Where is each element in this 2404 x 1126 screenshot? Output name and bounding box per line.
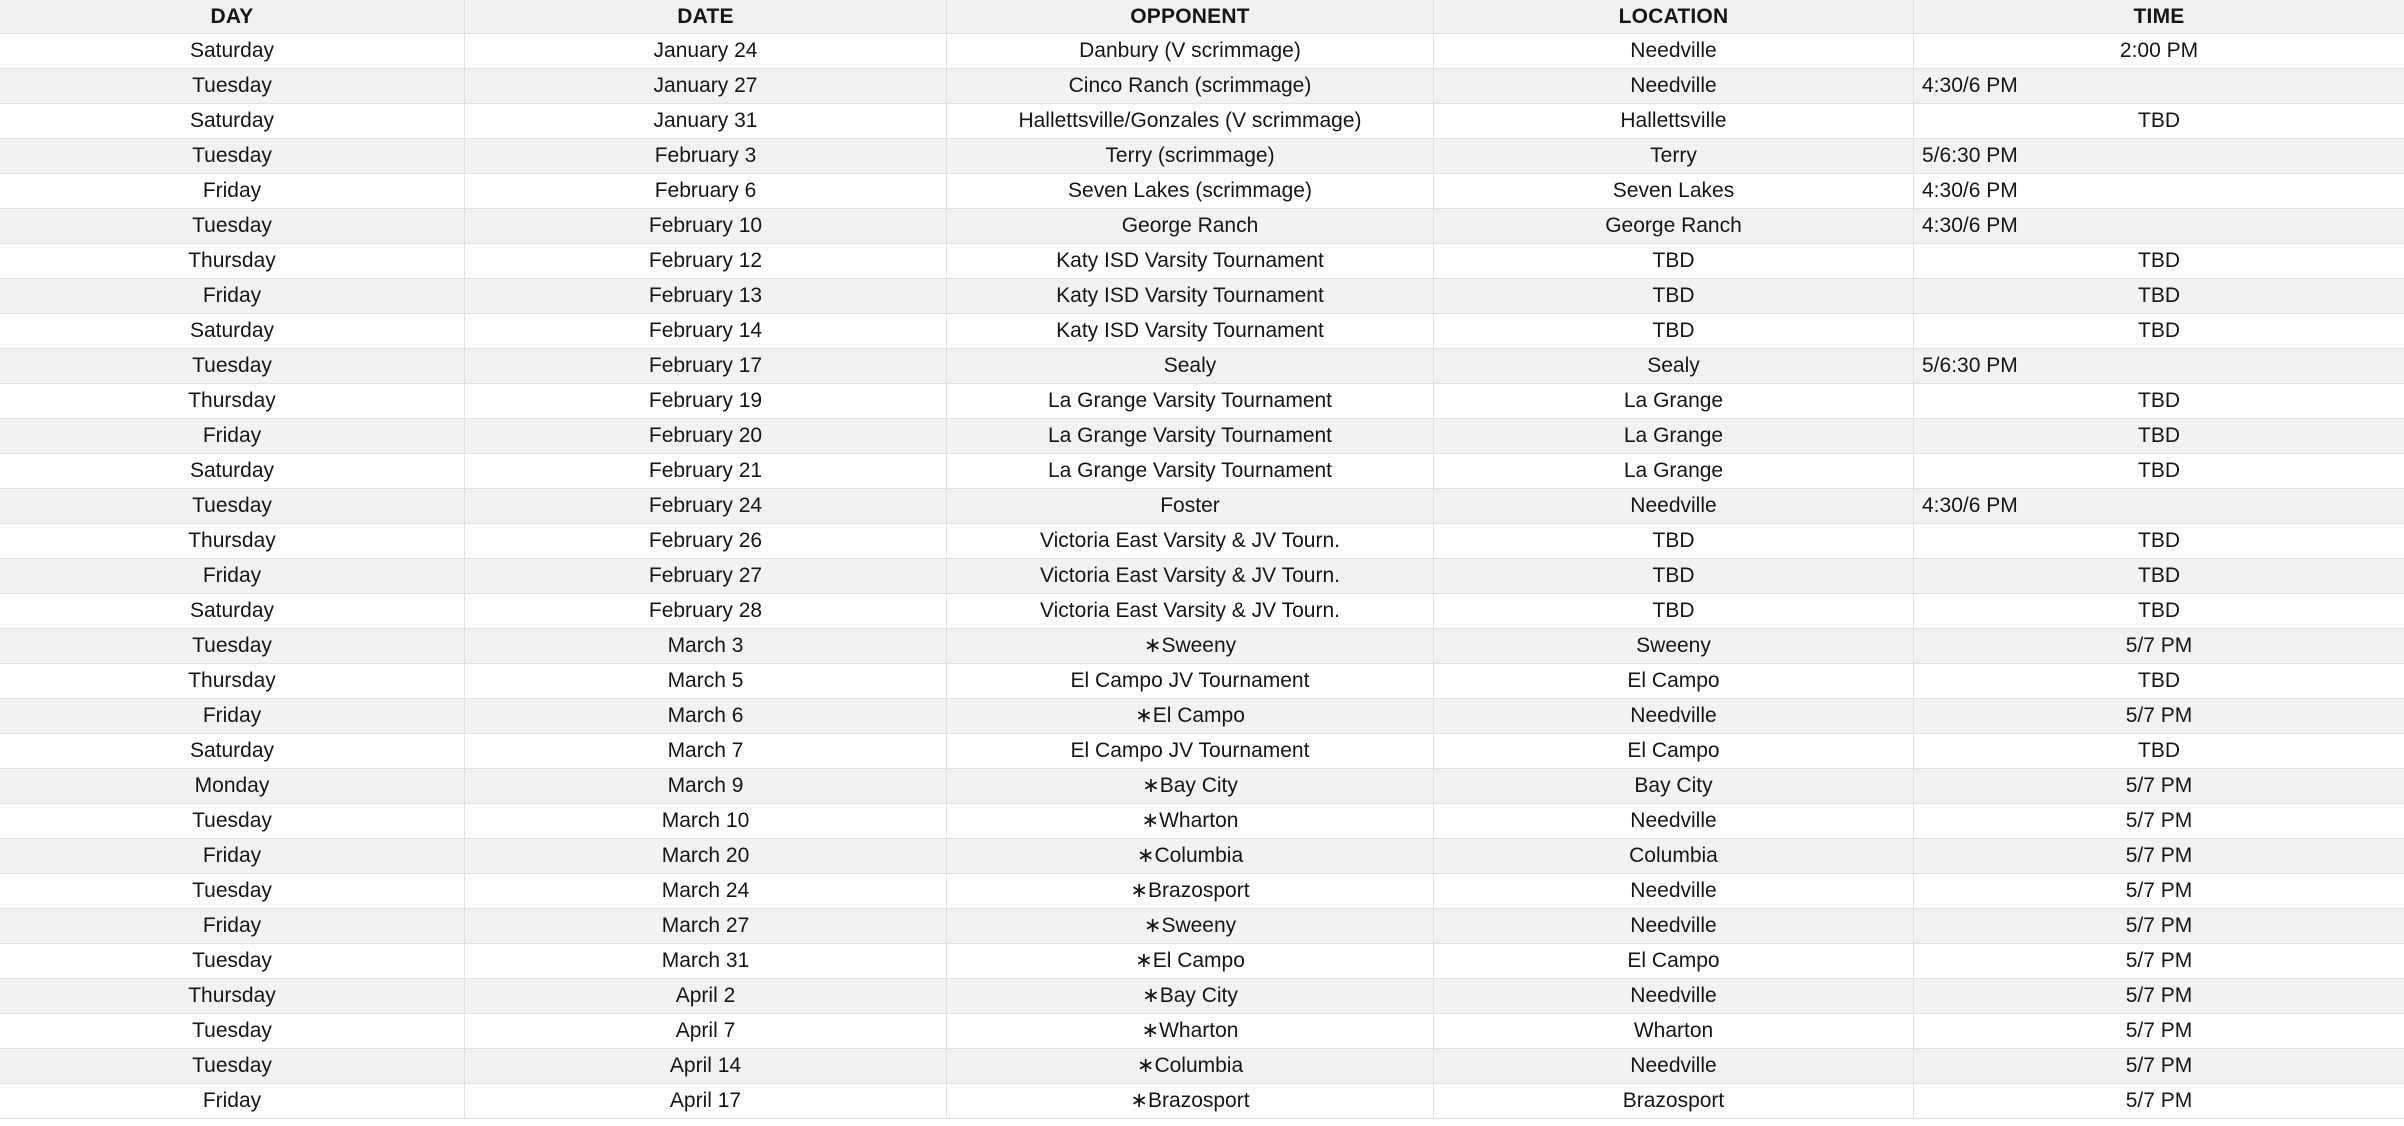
cell-location: El Campo	[1434, 664, 1914, 698]
cell-day: Tuesday	[0, 1049, 465, 1083]
cell-opponent: Katy ISD Varsity Tournament	[947, 279, 1434, 313]
cell-location: Needville	[1434, 874, 1914, 908]
column-header-day: DAY	[0, 0, 465, 33]
table-row	[0, 244, 2404, 279]
cell-time: 5/7 PM	[2125, 1054, 2193, 1078]
cell-opponent: ∗Sweeny	[947, 629, 1434, 663]
cell-date: February 26	[465, 524, 947, 558]
cell-date: February 24	[465, 489, 947, 523]
cell-day: Friday	[0, 559, 465, 593]
cell-opponent: Katy ISD Varsity Tournament	[947, 244, 1434, 278]
cell-time: 5/7 PM	[2125, 914, 2193, 938]
table-header-row	[0, 0, 2404, 34]
cell-location: Needville	[1434, 909, 1914, 943]
cell-time: 5/7 PM	[2125, 844, 2193, 868]
table-row	[0, 979, 2404, 1014]
cell-date: February 21	[465, 454, 947, 488]
cell-time: 4:30/6 PM	[1922, 494, 2018, 518]
cell-date: March 10	[465, 804, 947, 838]
cell-date: February 19	[465, 384, 947, 418]
table-row	[0, 139, 2404, 174]
cell-opponent: Cinco Ranch (scrimmage)	[947, 69, 1434, 103]
table-row	[0, 839, 2404, 874]
cell-location: TBD	[1434, 314, 1914, 348]
cell-date: January 27	[465, 69, 947, 103]
table-body	[0, 34, 2404, 1119]
table-row	[0, 769, 2404, 804]
column-header-opponent: OPPONENT	[947, 0, 1434, 33]
cell-opponent: La Grange Varsity Tournament	[947, 384, 1434, 418]
cell-opponent: ∗Columbia	[947, 1049, 1434, 1083]
cell-day: Friday	[0, 699, 465, 733]
cell-opponent: Danbury (V scrimmage)	[947, 34, 1434, 68]
table-row	[0, 34, 2404, 69]
cell-day: Saturday	[0, 314, 465, 348]
cell-date: March 6	[465, 699, 947, 733]
cell-location: TBD	[1434, 594, 1914, 628]
cell-opponent: George Ranch	[947, 209, 1434, 243]
cell-opponent: La Grange Varsity Tournament	[947, 419, 1434, 453]
cell-day: Tuesday	[0, 629, 465, 663]
table-row	[0, 874, 2404, 909]
cell-location: Sweeny	[1434, 629, 1914, 663]
cell-opponent: ∗El Campo	[947, 699, 1434, 733]
cell-date: February 17	[465, 349, 947, 383]
cell-date: February 12	[465, 244, 947, 278]
table-row	[0, 209, 2404, 244]
cell-time: TBD	[2138, 249, 2180, 273]
cell-day: Monday	[0, 769, 465, 803]
table-row	[0, 559, 2404, 594]
cell-location: TBD	[1434, 524, 1914, 558]
cell-day: Tuesday	[0, 349, 465, 383]
table-row	[0, 489, 2404, 524]
cell-time: TBD	[2138, 739, 2180, 763]
cell-day: Tuesday	[0, 1014, 465, 1048]
cell-time: TBD	[2138, 284, 2180, 308]
cell-location: Sealy	[1434, 349, 1914, 383]
cell-day: Thursday	[0, 384, 465, 418]
cell-date: February 10	[465, 209, 947, 243]
cell-time: TBD	[2138, 109, 2180, 133]
cell-location: Needville	[1434, 34, 1914, 68]
cell-date: April 7	[465, 1014, 947, 1048]
cell-time: TBD	[2138, 389, 2180, 413]
cell-date: April 14	[465, 1049, 947, 1083]
cell-day: Thursday	[0, 244, 465, 278]
cell-location: George Ranch	[1434, 209, 1914, 243]
cell-date: April 2	[465, 979, 947, 1013]
cell-day: Tuesday	[0, 944, 465, 978]
cell-day: Friday	[0, 909, 465, 943]
table-row	[0, 279, 2404, 314]
cell-date: February 3	[465, 139, 947, 173]
table-row	[0, 629, 2404, 664]
cell-date: February 20	[465, 419, 947, 453]
cell-time: 5/7 PM	[2125, 949, 2193, 973]
cell-date: February 28	[465, 594, 947, 628]
cell-opponent: El Campo JV Tournament	[947, 664, 1434, 698]
cell-day: Tuesday	[0, 139, 465, 173]
table-row	[0, 384, 2404, 419]
cell-location: Hallettsville	[1434, 104, 1914, 138]
cell-location: TBD	[1434, 244, 1914, 278]
cell-location: La Grange	[1434, 384, 1914, 418]
cell-location: Needville	[1434, 1049, 1914, 1083]
cell-time: 5/7 PM	[2125, 1089, 2193, 1113]
cell-day: Friday	[0, 419, 465, 453]
table-row	[0, 909, 2404, 944]
cell-opponent: Katy ISD Varsity Tournament	[947, 314, 1434, 348]
cell-opponent: Victoria East Varsity & JV Tourn.	[947, 594, 1434, 628]
cell-day: Tuesday	[0, 489, 465, 523]
table-row	[0, 1049, 2404, 1084]
cell-opponent: Foster	[947, 489, 1434, 523]
cell-opponent: Victoria East Varsity & JV Tourn.	[947, 559, 1434, 593]
table-row	[0, 104, 2404, 139]
cell-day: Friday	[0, 279, 465, 313]
cell-date: March 20	[465, 839, 947, 873]
table-row	[0, 944, 2404, 979]
cell-time: 4:30/6 PM	[1922, 74, 2018, 98]
cell-opponent: Terry (scrimmage)	[947, 139, 1434, 173]
cell-time: 5/7 PM	[2125, 984, 2193, 1008]
cell-opponent: Victoria East Varsity & JV Tourn.	[947, 524, 1434, 558]
cell-location: Bay City	[1434, 769, 1914, 803]
cell-day: Friday	[0, 839, 465, 873]
cell-time: TBD	[2138, 424, 2180, 448]
cell-location: Brazosport	[1434, 1084, 1914, 1118]
cell-time: 5/7 PM	[2125, 879, 2193, 903]
cell-day: Saturday	[0, 454, 465, 488]
cell-time: TBD	[2138, 459, 2180, 483]
cell-location: La Grange	[1434, 419, 1914, 453]
cell-day: Tuesday	[0, 804, 465, 838]
cell-location: La Grange	[1434, 454, 1914, 488]
cell-time: 5/7 PM	[2125, 1019, 2193, 1043]
column-header-time: TIME	[2133, 4, 2185, 28]
cell-location: Seven Lakes	[1434, 174, 1914, 208]
cell-opponent: ∗Wharton	[947, 1014, 1434, 1048]
cell-opponent: El Campo JV Tournament	[947, 734, 1434, 768]
cell-day: Tuesday	[0, 874, 465, 908]
cell-time: 4:30/6 PM	[1922, 214, 2018, 238]
table-row	[0, 804, 2404, 839]
table-row	[0, 349, 2404, 384]
cell-date: March 7	[465, 734, 947, 768]
cell-opponent: ∗Bay City	[947, 769, 1434, 803]
cell-day: Thursday	[0, 979, 465, 1013]
cell-opponent: La Grange Varsity Tournament	[947, 454, 1434, 488]
column-header-location: LOCATION	[1434, 0, 1914, 33]
cell-date: March 24	[465, 874, 947, 908]
cell-day: Tuesday	[0, 69, 465, 103]
cell-opponent: Sealy	[947, 349, 1434, 383]
cell-time: 5/6:30 PM	[1922, 354, 2018, 378]
cell-date: April 17	[465, 1084, 947, 1118]
table-row	[0, 314, 2404, 349]
table-row	[0, 419, 2404, 454]
table-row	[0, 524, 2404, 559]
cell-day: Tuesday	[0, 209, 465, 243]
cell-time: TBD	[2138, 564, 2180, 588]
cell-date: January 24	[465, 34, 947, 68]
cell-date: February 27	[465, 559, 947, 593]
cell-location: El Campo	[1434, 944, 1914, 978]
cell-location: Wharton	[1434, 1014, 1914, 1048]
cell-opponent: ∗Brazosport	[947, 1084, 1434, 1118]
cell-location: Needville	[1434, 979, 1914, 1013]
cell-date: March 31	[465, 944, 947, 978]
cell-date: March 9	[465, 769, 947, 803]
table-row	[0, 664, 2404, 699]
cell-location: Columbia	[1434, 839, 1914, 873]
cell-date: February 6	[465, 174, 947, 208]
cell-time: TBD	[2138, 319, 2180, 343]
cell-date: February 14	[465, 314, 947, 348]
cell-date: February 13	[465, 279, 947, 313]
cell-day: Saturday	[0, 734, 465, 768]
cell-date: March 3	[465, 629, 947, 663]
cell-day: Saturday	[0, 34, 465, 68]
cell-opponent: ∗Columbia	[947, 839, 1434, 873]
cell-location: TBD	[1434, 279, 1914, 313]
cell-day: Saturday	[0, 594, 465, 628]
cell-date: January 31	[465, 104, 947, 138]
cell-time: 4:30/6 PM	[1922, 179, 2018, 203]
cell-day: Saturday	[0, 104, 465, 138]
cell-time: TBD	[2138, 669, 2180, 693]
table-row	[0, 734, 2404, 769]
cell-opponent: ∗Brazosport	[947, 874, 1434, 908]
cell-opponent: ∗Wharton	[947, 804, 1434, 838]
cell-location: Needville	[1434, 804, 1914, 838]
cell-opponent: ∗Sweeny	[947, 909, 1434, 943]
cell-time: TBD	[2138, 599, 2180, 623]
cell-date: March 27	[465, 909, 947, 943]
cell-opponent: ∗El Campo	[947, 944, 1434, 978]
cell-time: 5/7 PM	[2125, 704, 2193, 728]
table-row	[0, 454, 2404, 489]
cell-date: March 5	[465, 664, 947, 698]
table-row	[0, 174, 2404, 209]
cell-location: Needville	[1434, 69, 1914, 103]
table-row	[0, 1084, 2404, 1119]
table-row	[0, 699, 2404, 734]
cell-opponent: Seven Lakes (scrimmage)	[947, 174, 1434, 208]
cell-time: 2:00 PM	[2119, 39, 2199, 63]
cell-location: Terry	[1434, 139, 1914, 173]
cell-day: Thursday	[0, 664, 465, 698]
table-row	[0, 69, 2404, 104]
cell-day: Friday	[0, 1084, 465, 1118]
cell-location: TBD	[1434, 559, 1914, 593]
cell-day: Thursday	[0, 524, 465, 558]
cell-time: 5/6:30 PM	[1922, 144, 2018, 168]
column-header-date: DATE	[465, 0, 947, 33]
cell-opponent: Hallettsville/Gonzales (V scrimmage)	[947, 104, 1434, 138]
cell-day: Friday	[0, 174, 465, 208]
table-row	[0, 594, 2404, 629]
cell-location: Needville	[1434, 489, 1914, 523]
table-row	[0, 1014, 2404, 1049]
cell-location: El Campo	[1434, 734, 1914, 768]
cell-time: TBD	[2138, 529, 2180, 553]
cell-time: 5/7 PM	[2125, 809, 2193, 833]
cell-opponent: ∗Bay City	[947, 979, 1434, 1013]
cell-time: 5/7 PM	[2125, 774, 2193, 798]
cell-time: 5/7 PM	[2125, 634, 2193, 658]
cell-location: Needville	[1434, 699, 1914, 733]
